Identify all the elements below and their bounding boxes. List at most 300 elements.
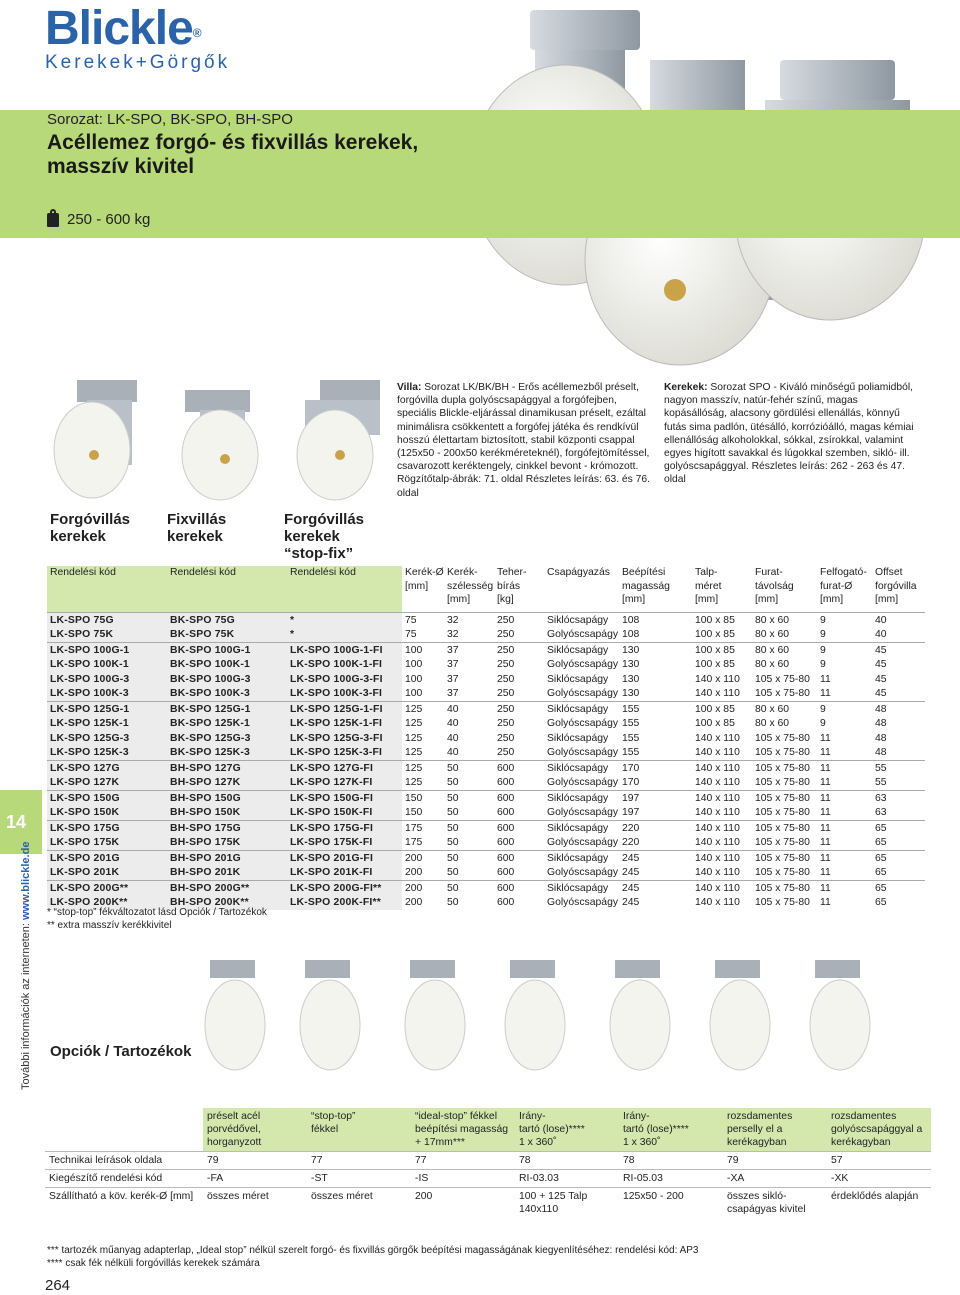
order-code-cell: LK-SPO 125K-3 <box>47 746 167 761</box>
spec-cell: 220 <box>622 821 695 836</box>
order-code-cell: BH-SPO 127G <box>167 761 287 776</box>
order-code-cell: BH-SPO 150G <box>167 791 287 806</box>
order-code-cell: BH-SPO 150K <box>167 806 287 821</box>
options-row-label: Technikai leírások oldala <box>45 1152 203 1170</box>
option-column-header: rozsdamentes golyóscsapággyal a kerékagyban <box>827 1108 931 1152</box>
spec-cell: 140 x 110 <box>695 897 740 909</box>
spec-cell: 11 <box>820 732 831 744</box>
spec-cell: Siklócsapágy <box>547 881 622 896</box>
spec-cell: 50 <box>447 807 459 819</box>
spec-cell: 125 <box>402 761 447 776</box>
options-cell: összes méret <box>203 1188 307 1219</box>
spec-cell: Golyóscsapágy <box>547 897 619 909</box>
spec-cell: 600 <box>497 881 547 896</box>
table-row <box>47 791 925 806</box>
option-column-header: rozsdamentes perselly el a kerékagyban <box>723 1108 827 1152</box>
spec-cell: 140 x 110 <box>695 761 755 776</box>
spec-cell: 11 <box>820 673 831 685</box>
table-row <box>47 866 925 881</box>
spec-cell: 100 <box>405 659 423 671</box>
order-code-cell: LK-SPO 100G-1 <box>47 643 167 658</box>
load-range <box>47 211 150 228</box>
spec-cell: 125 <box>405 747 423 759</box>
options-cell: -XA <box>723 1170 827 1188</box>
page-number: 264 <box>45 1277 71 1294</box>
spec-column-header: Rendelési kód <box>167 566 287 613</box>
spec-cell: 65 <box>875 851 925 866</box>
order-code-cell: * <box>287 628 402 643</box>
spec-cell: 11 <box>820 747 831 759</box>
spec-cell: 9 <box>820 643 875 658</box>
spec-cell: 105 x 75-80 <box>755 761 820 776</box>
spec-cell: 600 <box>497 761 547 776</box>
spec-cell: Golyóscsapágy <box>547 837 619 849</box>
option-image <box>710 960 770 1070</box>
spec-cell: 32 <box>447 629 459 641</box>
order-code-cell: LK-SPO 100G-3-FI <box>287 672 402 687</box>
spec-cell: 80 x 60 <box>755 718 790 730</box>
spec-cell: 11 <box>820 837 831 849</box>
order-code-cell: BK-SPO 100K-1 <box>167 658 287 673</box>
spec-cell: 197 <box>622 791 695 806</box>
options-cell: 78 <box>515 1152 619 1170</box>
order-code-cell: LK-SPO 125G-3 <box>47 731 167 746</box>
spec-cell: 250 <box>497 747 515 759</box>
options-cell: 77 <box>411 1152 515 1170</box>
spec-cell: 48 <box>875 718 887 730</box>
spec-cell: 250 <box>497 673 515 685</box>
spec-cell: 600 <box>497 821 547 836</box>
options-row-label: Szállítható a köv. kerék-Ø [mm] <box>45 1188 203 1219</box>
table-row <box>47 731 925 746</box>
spec-cell: 105 x 75-80 <box>755 807 810 819</box>
spec-cell: 100 x 85 <box>695 613 755 628</box>
table-row <box>47 881 925 896</box>
wheel-description-label: Kerekek: <box>664 382 708 393</box>
spec-cell: 220 <box>622 837 640 849</box>
spec-cell: 63 <box>875 807 887 819</box>
spec-cell: 48 <box>875 732 887 744</box>
table-row <box>47 821 925 836</box>
brand-logo <box>45 4 230 74</box>
spec-cell: 11 <box>820 777 831 789</box>
spec-cell: 600 <box>497 867 515 879</box>
spec-cell: 50 <box>447 791 497 806</box>
website-link[interactable]: www.blickle.de <box>20 841 32 921</box>
spec-cell: 125 <box>405 777 423 789</box>
options-cell: 57 <box>827 1152 931 1170</box>
table-row <box>47 776 925 791</box>
spec-cell: 11 <box>820 851 875 866</box>
options-header-row <box>45 1108 931 1152</box>
spec-cell: Golyóscsapágy <box>547 747 619 759</box>
table-row <box>47 761 925 776</box>
category-swivel: Forgóvillás kerekek <box>50 511 131 545</box>
order-code-cell: BH-SPO 175G <box>167 821 287 836</box>
spec-cell: 11 <box>820 791 875 806</box>
order-code-cell: BK-SPO 75G <box>167 613 287 628</box>
order-code-cell: LK-SPO 200G** <box>47 881 167 896</box>
spec-header-row <box>47 566 925 613</box>
option-image <box>205 960 265 1070</box>
spec-cell: 600 <box>497 807 515 819</box>
spec-column-header: Talp- méret [mm] <box>695 567 722 605</box>
spec-cell: 250 <box>497 643 547 658</box>
spec-cell: 65 <box>875 867 887 879</box>
brand-name: Blickle® <box>45 2 201 55</box>
spec-cell: 37 <box>447 643 497 658</box>
spec-cell: 45 <box>875 688 887 700</box>
brand-tagline: Kerekek+Görgők <box>45 52 231 73</box>
spec-cell: 140 x 110 <box>695 777 740 789</box>
spec-cell: 40 <box>447 718 459 730</box>
order-code-cell: LK-SPO 175K-FI <box>287 836 402 851</box>
spec-cell: 9 <box>820 718 826 730</box>
spec-cell: 105 x 75-80 <box>755 881 820 896</box>
spec-cell: 105 x 75-80 <box>755 688 810 700</box>
order-code-cell: LK-SPO 175G-FI <box>287 821 402 836</box>
spec-cell: 50 <box>447 837 459 849</box>
options-cell: 100 + 125 Talp 140x110 <box>515 1188 619 1219</box>
order-code-cell: LK-SPO 125G-1-FI <box>287 702 402 717</box>
spec-cell: 140 x 110 <box>695 791 755 806</box>
table-row <box>47 836 925 851</box>
options-cell: összes sikló- csapágyas kivitel <box>723 1188 827 1219</box>
order-code-cell: BK-SPO 125K-1 <box>167 717 287 732</box>
spec-cell: 105 x 75-80 <box>755 673 810 685</box>
spec-cell: 600 <box>497 851 547 866</box>
spec-cell: 140 x 110 <box>695 673 740 685</box>
option-image <box>810 960 870 1070</box>
spec-cell: 40 <box>447 732 459 744</box>
option-column-header: préselt acél porvédővel, horganyzott <box>203 1108 307 1152</box>
spec-cell: 100 x 85 <box>695 702 755 717</box>
swivel-stop-caster-image <box>280 375 390 505</box>
spec-cell: 100 x 85 <box>695 643 755 658</box>
spec-cell: 105 x 75-80 <box>755 821 820 836</box>
options-cell: -FA <box>203 1170 307 1188</box>
spec-cell: 170 <box>622 761 695 776</box>
spec-cell: 63 <box>875 791 925 806</box>
spec-cell: 140 x 110 <box>695 807 740 819</box>
note-item: * “stop-top” fékváltozatot lásd Opciók / Tartozékok <box>47 907 267 918</box>
spec-cell: 50 <box>447 867 459 879</box>
spec-cell: Golyóscsapágy <box>547 688 619 700</box>
note-item: ** extra masszív kerékkivitel <box>47 919 172 931</box>
order-code-cell: LK-SPO 125K-3-FI <box>287 746 402 761</box>
spec-cell: 175 <box>405 837 423 849</box>
spec-cell: 250 <box>497 659 515 671</box>
spec-cell: 125 <box>402 702 447 717</box>
order-code-cell: LK-SPO 125K-1 <box>47 717 167 732</box>
options-corner <box>45 1108 203 1152</box>
order-code-cell: LK-SPO 150G <box>47 791 167 806</box>
spec-cell: 9 <box>820 613 875 628</box>
spec-cell: 200 <box>405 867 423 879</box>
spec-cell: 11 <box>820 688 831 700</box>
order-code-cell: LK-SPO 100G-3 <box>47 672 167 687</box>
options-cell: 77 <box>307 1152 411 1170</box>
spec-column-header: Beépítési magasság [mm] <box>622 567 670 605</box>
spec-table <box>47 566 925 910</box>
spec-cell: 130 <box>622 659 640 671</box>
spec-cell: 250 <box>497 688 515 700</box>
spec-cell: 200 <box>402 851 447 866</box>
options-row <box>45 1188 931 1219</box>
table-row <box>47 687 925 702</box>
order-code-cell: BK-SPO 100G-1 <box>167 643 287 658</box>
spec-cell: 45 <box>875 659 887 671</box>
options-cell: 125x50 - 200 <box>619 1188 723 1219</box>
spec-cell: Siklócsapágy <box>547 702 622 717</box>
spec-cell: 108 <box>622 613 695 628</box>
order-code-cell: LK-SPO 100K-3 <box>47 687 167 702</box>
option-column-header: “ideal-stop” fékkel beépítési magasság + 17mm*** <box>411 1108 515 1152</box>
spec-cell: 40 <box>447 747 459 759</box>
order-code-cell: LK-SPO 201K <box>47 866 167 881</box>
spec-cell: 600 <box>497 777 515 789</box>
spec-cell: 80 x 60 <box>755 659 790 671</box>
spec-cell: 140 x 110 <box>695 732 740 744</box>
spec-cell: Golyóscsapágy <box>547 718 619 730</box>
spec-cell: 65 <box>875 821 925 836</box>
spec-cell: 250 <box>497 613 547 628</box>
category-swivel-stop: Forgóvillás kerekek “stop-fix” <box>284 511 365 562</box>
order-code-cell: BK-SPO 100K-3 <box>167 687 287 702</box>
spec-cell: 108 <box>622 629 640 641</box>
spec-cell: Siklócsapágy <box>547 673 609 685</box>
order-code-cell: BH-SPO 175K <box>167 836 287 851</box>
spec-cell: 100 x 85 <box>695 629 735 641</box>
table-row <box>47 643 925 658</box>
spec-cell: 11 <box>820 807 831 819</box>
spec-cell: 600 <box>497 897 515 909</box>
bracket-description-label: Villa: <box>397 382 422 393</box>
spec-cell: 105 x 75-80 <box>755 777 810 789</box>
spec-cell: 65 <box>875 897 887 909</box>
spec-cell: 245 <box>622 867 640 879</box>
table-row <box>47 702 925 717</box>
spec-cell: 140 x 110 <box>695 867 740 879</box>
spec-column-header: Kerék-Ø [mm] <box>405 567 444 592</box>
order-code-cell: LK-SPO 201G-FI <box>287 851 402 866</box>
table-notes <box>47 907 267 932</box>
options-cell: -XK <box>827 1170 931 1188</box>
spec-cell: 125 <box>405 732 423 744</box>
spec-cell: 105 x 75-80 <box>755 897 810 909</box>
order-code-cell: LK-SPO 175K <box>47 836 167 851</box>
spec-cell: 75 <box>405 629 417 641</box>
spec-column-header: Felfogató- furat-Ø [mm] <box>820 567 867 605</box>
order-code-cell: BH-SPO 127K <box>167 776 287 791</box>
spec-cell: 130 <box>622 688 640 700</box>
spec-cell: 105 x 75-80 <box>755 747 810 759</box>
options-cell: 200 <box>411 1188 515 1219</box>
options-table <box>45 1108 931 1218</box>
spec-cell: 150 <box>405 807 423 819</box>
spec-cell: 65 <box>875 881 925 896</box>
table-row <box>47 658 925 673</box>
spec-cell: Siklócsapágy <box>547 732 609 744</box>
options-cell: -ST <box>307 1170 411 1188</box>
spec-cell: 105 x 75-80 <box>755 867 810 879</box>
spec-cell: 250 <box>497 732 515 744</box>
table-row <box>47 806 925 821</box>
order-code-cell: BH-SPO 201K <box>167 866 287 881</box>
spec-cell: 55 <box>875 777 887 789</box>
order-code-cell: BK-SPO 100G-3 <box>167 672 287 687</box>
order-code-cell: LK-SPO 127G <box>47 761 167 776</box>
spec-cell: Golyóscsapágy <box>547 659 619 671</box>
order-code-cell: LK-SPO 200K** <box>47 896 167 911</box>
order-code-cell: BK-SPO 125G-3 <box>167 731 287 746</box>
spec-column-header: Rendelési kód <box>287 566 402 613</box>
order-code-cell: BK-SPO 75K <box>167 628 287 643</box>
spec-cell: 245 <box>622 897 640 909</box>
wheel-description <box>664 381 914 487</box>
spec-cell: 155 <box>622 702 695 717</box>
order-code-cell: LK-SPO 100G-1-FI <box>287 643 402 658</box>
spec-cell: 197 <box>622 807 640 819</box>
options-row-label: Kiegészítő rendelési kód <box>45 1170 203 1188</box>
spec-cell: Siklócsapágy <box>547 613 622 628</box>
option-column-header: Irány- tartó (lose)**** 1 x 360˚ <box>515 1108 619 1152</box>
side-info-text: További információk az interneten: www.blickle.de <box>20 841 32 1090</box>
spec-cell: 600 <box>497 837 515 849</box>
spec-column-header: Kerék- szélesség [mm] <box>447 567 494 605</box>
spec-cell: 50 <box>447 777 459 789</box>
spec-cell: Siklócsapágy <box>547 643 622 658</box>
spec-cell: 140 x 110 <box>695 881 755 896</box>
spec-cell: 50 <box>447 851 497 866</box>
options-cell: RI-05.03 <box>619 1170 723 1188</box>
spec-cell: 50 <box>447 761 497 776</box>
spec-cell: 100 <box>405 673 423 685</box>
option-image <box>610 960 670 1070</box>
fixed-caster-image <box>165 375 275 505</box>
spec-cell: 250 <box>497 718 515 730</box>
spec-cell: 45 <box>875 643 925 658</box>
spec-cell: 130 <box>622 673 640 685</box>
spec-cell: 9 <box>820 659 826 671</box>
order-code-cell: LK-SPO 127K <box>47 776 167 791</box>
option-image <box>405 960 465 1070</box>
spec-cell: Siklócsapágy <box>547 851 622 866</box>
spec-cell: 140 x 110 <box>695 688 740 700</box>
swivel-caster-image <box>47 375 157 505</box>
spec-cell: 250 <box>497 629 515 641</box>
spec-cell: 105 x 75-80 <box>755 851 820 866</box>
spec-cell: 75 <box>402 613 447 628</box>
options-images <box>195 950 915 1075</box>
option-image <box>505 960 565 1070</box>
spec-cell: 200 <box>405 897 423 909</box>
load-range-value: 250 - 600 kg <box>67 211 151 228</box>
spec-cell: 11 <box>820 897 831 909</box>
option-column-header: “stop-top” fékkel <box>307 1108 411 1152</box>
spec-cell: 245 <box>622 851 695 866</box>
spec-cell: 9 <box>820 629 826 641</box>
spec-cell: 125 <box>405 718 423 730</box>
table-row <box>47 672 925 687</box>
spec-cell: 40 <box>875 613 925 628</box>
spec-cell: 50 <box>447 897 459 909</box>
page-tab-number: 14 <box>6 812 27 832</box>
spec-cell: 100 x 85 <box>695 659 735 671</box>
spec-cell: 245 <box>622 881 695 896</box>
spec-cell: 105 x 75-80 <box>755 732 810 744</box>
spec-cell: 55 <box>875 761 925 776</box>
order-code-cell: LK-SPO 201G <box>47 851 167 866</box>
spec-cell: 140 x 110 <box>695 747 740 759</box>
options-row <box>45 1152 931 1170</box>
spec-column-header: Rendelési kód <box>47 566 167 613</box>
order-code-cell: LK-SPO 125K-1-FI <box>287 717 402 732</box>
category-fixed: Fixvillás kerekek <box>167 511 227 545</box>
options-cell: 79 <box>723 1152 827 1170</box>
spec-cell: 80 x 60 <box>755 613 820 628</box>
spec-cell: Golyóscsapágy <box>547 629 619 641</box>
order-code-cell: BH-SPO 200G** <box>167 881 287 896</box>
order-code-cell: LK-SPO 100K-1 <box>47 658 167 673</box>
order-code-cell: LK-SPO 150K <box>47 806 167 821</box>
spec-cell: 80 x 60 <box>755 702 820 717</box>
order-code-cell: BK-SPO 125G-1 <box>167 702 287 717</box>
spec-cell: Golyóscsapágy <box>547 867 619 879</box>
order-code-cell: LK-SPO 127K-FI <box>287 776 402 791</box>
spec-cell: 100 <box>405 688 423 700</box>
spec-cell: 37 <box>447 659 459 671</box>
options-cell: -IS <box>411 1170 515 1188</box>
options-title: Opciók / Tartozékok <box>50 1043 192 1060</box>
order-code-cell: BK-SPO 125K-3 <box>167 746 287 761</box>
spec-cell: 11 <box>820 867 831 879</box>
table-row <box>47 851 925 866</box>
spec-cell: 11 <box>820 881 875 896</box>
page-title: Acéllemez forgó- és fixvillás kerekek, masszív kivitel <box>47 131 419 178</box>
order-code-cell: LK-SPO 75G <box>47 613 167 628</box>
spec-cell: 140 x 110 <box>695 837 740 849</box>
options-row <box>45 1170 931 1188</box>
order-code-cell: BH-SPO 201G <box>167 851 287 866</box>
spec-cell: 40 <box>447 702 497 717</box>
footnote: **** csak fék nélküli forgóvillás kerekek számára <box>47 1258 260 1269</box>
wheel-description-text: Sorozat SPO - Kiváló minőségű poliamidból, nagyon masszív, natúr-fehér színű, magas kopásállóság, alacsony gördülési ellenállás, könnyű futás sima padlón, ütésálló, korrózióálló, magas kémiai ellenállóság alkoholokkal, sókkal, zsírokkal, valamint egyes higított savakkal és lúgokkal szemben, sikló- ill. golyóscsapággyal. Részletes leírás: 262 - 263 és 47. oldal <box>664 382 914 486</box>
spec-cell: 155 <box>622 732 640 744</box>
order-code-cell: LK-SPO 200G-FI** <box>287 881 402 896</box>
spec-cell: 155 <box>622 747 640 759</box>
spec-column-header: Offset forgóvilla [mm] <box>875 567 917 605</box>
option-image <box>300 960 360 1070</box>
spec-cell: 250 <box>497 702 547 717</box>
table-row <box>47 717 925 732</box>
order-code-cell: LK-SPO 127G-FI <box>287 761 402 776</box>
spec-cell: 9 <box>820 702 875 717</box>
spec-cell: 155 <box>622 718 640 730</box>
table-row <box>47 613 925 628</box>
order-code-cell: LK-SPO 75K <box>47 628 167 643</box>
order-code-cell: * <box>287 613 402 628</box>
options-cell: összes méret <box>307 1188 411 1219</box>
options-cell: 79 <box>203 1152 307 1170</box>
spec-cell: 140 x 110 <box>695 821 755 836</box>
order-code-cell: LK-SPO 200K-FI** <box>287 896 402 911</box>
spec-cell: 200 <box>402 881 447 896</box>
option-column-header: Irány- tartó (lose)**** 1 x 360˚ <box>619 1108 723 1152</box>
spec-column-header: Csapágyazás <box>547 567 610 578</box>
order-code-cell: BH-SPO 200K** <box>167 896 287 911</box>
order-code-cell: LK-SPO 150G-FI <box>287 791 402 806</box>
